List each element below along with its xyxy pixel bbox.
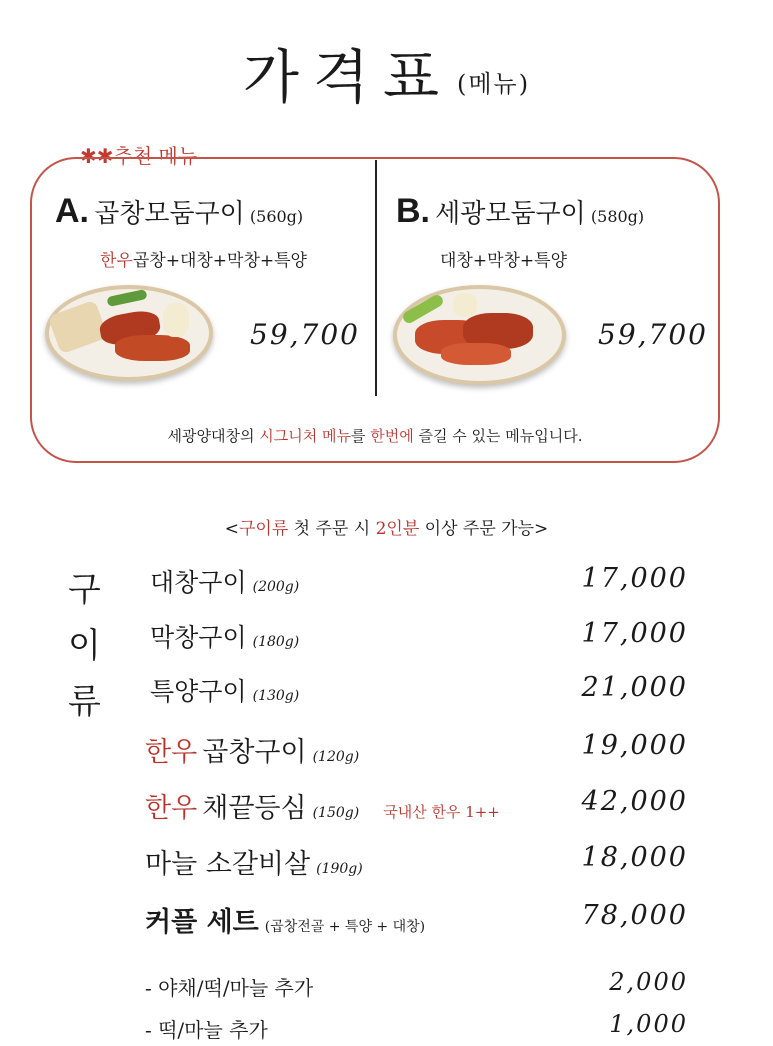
set-b-desc <box>440 246 567 271</box>
menu-item-note: 국내산 한우 1++ <box>383 803 500 821</box>
set-b-photo <box>393 285 563 380</box>
addon-name: - 떡/마늘 추가 <box>145 1018 268 1042</box>
set-a-desc-highlight: 한우 <box>100 251 133 271</box>
menu-item-name <box>150 672 299 708</box>
category-char-1: 구 <box>68 570 101 610</box>
menu-item-weight: (130g) <box>252 688 300 704</box>
note-highlight2: 한번에 <box>370 427 414 445</box>
set-a-weight: (560g) <box>249 207 304 226</box>
page-title <box>0 30 773 114</box>
order-note-part2: 이상 주문 가능> <box>419 519 549 539</box>
menu-item-price: 42,000 <box>581 786 688 817</box>
menu-item-name <box>145 842 363 881</box>
menu-item-weight: (120g) <box>312 749 360 765</box>
set-a-photo <box>45 285 210 380</box>
menu-item-weight: (150g) <box>312 805 360 821</box>
recommended-divider <box>375 160 377 396</box>
set-a-price: 59,700 <box>250 318 360 351</box>
addon-price: 1,000 <box>609 1010 688 1038</box>
addon-name: - 야채/떡/마늘 추가 <box>145 976 314 1000</box>
order-note <box>0 514 773 539</box>
menu-item-price: 18,000 <box>581 842 688 873</box>
set-a-header <box>55 192 303 231</box>
addon-price: 2,000 <box>609 968 688 996</box>
menu-item-label: 대창구이 <box>150 568 247 597</box>
menu-item-price: 17,000 <box>581 618 688 649</box>
menu-item-label: 커플 세트 <box>145 907 259 938</box>
menu-item-highlight: 한우 <box>145 737 198 768</box>
order-note-highlight2: 2인분 <box>375 519 420 539</box>
set-a-desc-text: 곱창+대창+막창+특양 <box>132 251 307 271</box>
menu-item-price: 17,000 <box>581 563 688 594</box>
title-main: 가격표 <box>242 43 453 111</box>
set-b-header <box>396 192 644 231</box>
note-highlight1: 시그니처 메뉴 <box>259 427 351 445</box>
menu-item-name <box>150 563 299 599</box>
set-b-desc-text: 대창+막창+특양 <box>440 251 568 271</box>
menu-item-name <box>145 900 425 939</box>
menu-item-name <box>145 730 359 769</box>
set-b-price: 59,700 <box>598 318 708 351</box>
menu-item-weight: (180g) <box>252 634 300 650</box>
set-a-desc <box>100 246 307 271</box>
order-note-highlight1: 구이류 <box>238 519 289 539</box>
set-b-letter: B. <box>396 192 430 230</box>
menu-item-price: 21,000 <box>581 672 688 703</box>
menu-item-label: 막창구이 <box>150 623 247 652</box>
menu-item-price: 19,000 <box>581 730 688 761</box>
set-a-letter: A. <box>55 192 89 230</box>
menu-item-name <box>150 618 299 654</box>
recommended-label: ✱✱추천 메뉴 <box>80 144 198 168</box>
menu-item-weight: (곱창전골 + 특양 + 대창) <box>264 919 426 935</box>
note-part2: 를 <box>350 427 371 445</box>
order-note-part1: 첫 주문 시 <box>288 519 376 539</box>
menu-item-label: 마늘 소갈비살 <box>145 849 311 880</box>
recommended-note <box>30 425 720 446</box>
category-char-2: 이 <box>68 626 101 666</box>
set-b-weight: (580g) <box>590 207 645 226</box>
menu-item-label: 곱창구이 <box>202 737 307 768</box>
note-part1: 세광양대창의 <box>167 427 260 445</box>
set-b-name: 세광모둠구이 <box>435 199 586 229</box>
order-note-open: < <box>224 519 239 539</box>
set-a-name: 곱창모둠구이 <box>94 199 245 229</box>
menu-item-highlight: 한우 <box>145 793 198 824</box>
note-part3: 즐길 수 있는 메뉴입니다. <box>413 427 583 445</box>
menu-item-price: 78,000 <box>581 900 688 931</box>
menu-item-weight: (200g) <box>252 579 300 595</box>
title-sub: (메뉴) <box>456 70 531 99</box>
menu-item-label: 채끝등심 <box>202 793 307 824</box>
menu-item-label: 특양구이 <box>150 677 247 706</box>
menu-item-name <box>145 786 500 825</box>
menu-item-weight: (190g) <box>316 861 363 877</box>
category-char-3: 류 <box>68 682 101 722</box>
